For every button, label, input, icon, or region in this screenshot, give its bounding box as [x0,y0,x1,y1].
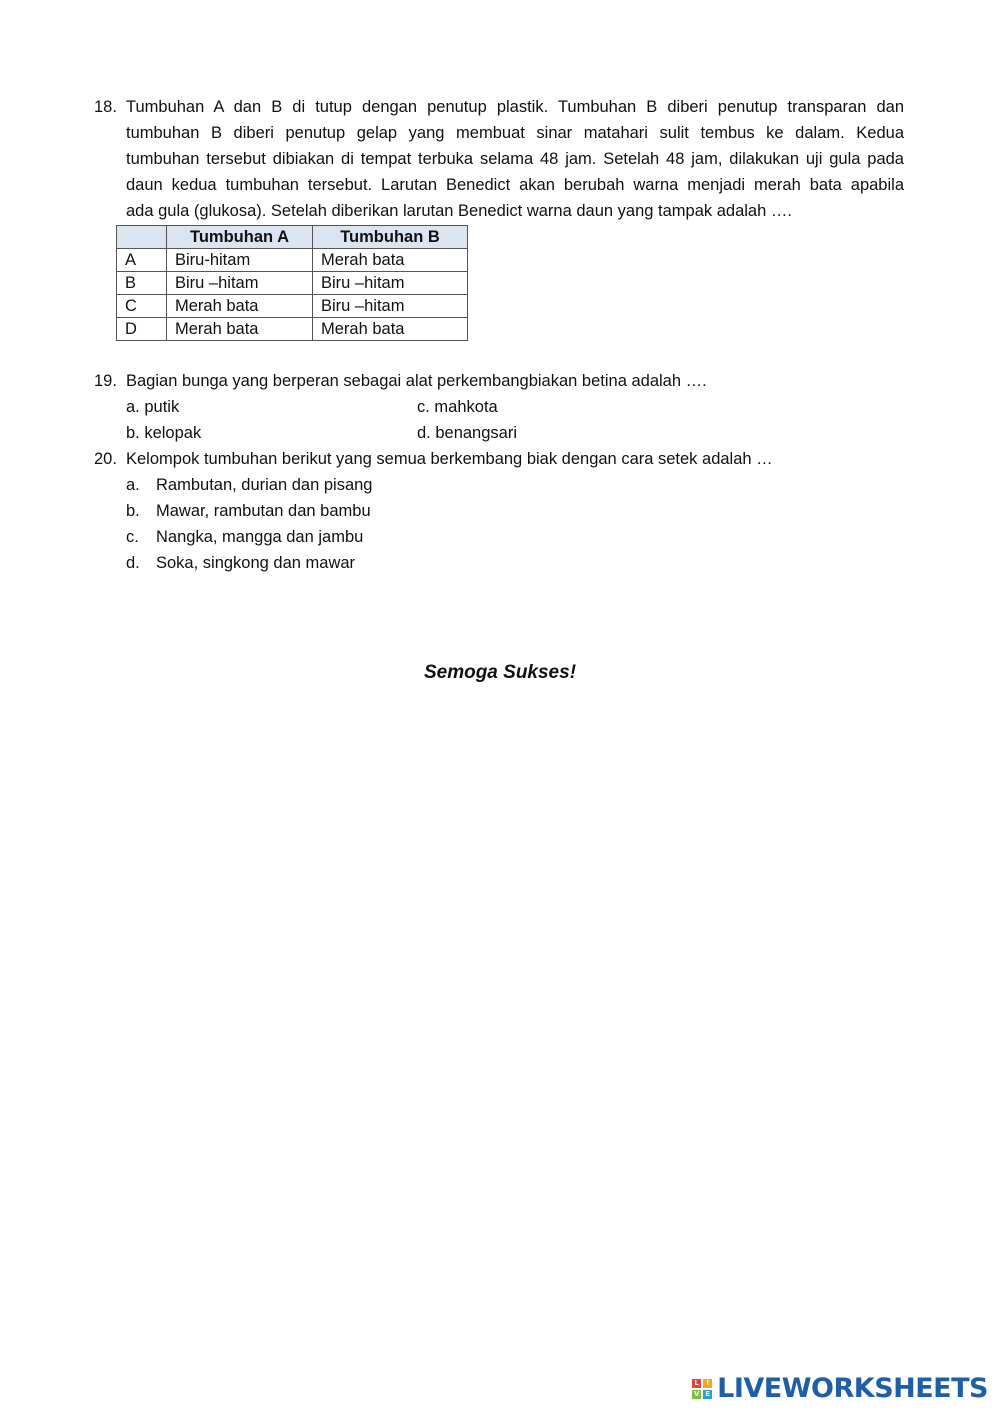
table-row [117,295,468,318]
table-cell: Merah bata [313,249,468,272]
question-number: 20. [94,450,117,468]
brand-name: LIVEWORKSHEETS [717,1373,988,1404]
question-20 [94,446,904,576]
table-cell: Merah bata [167,318,313,341]
table-cell: Biru –hitam [313,295,468,318]
question-line: daun kedua tumbuhan tersebut. Larutan Benedict akan berubah warna menjadi merah bata apabila [126,176,904,194]
option-text: Soka, singkong dan mawar [156,554,356,572]
table-cell: A [117,249,167,272]
table-cell: Biru –hitam [313,272,468,295]
table-cell: Biru –hitam [167,272,313,295]
option-b[interactable] [126,498,904,524]
option-a[interactable] [126,472,904,498]
option-text: Mawar, rambutan dan bambu [156,502,371,520]
logo-letter: V [693,1389,700,1398]
table-cell: Biru-hitam [167,249,313,272]
closing-message: Semoga Sukses! [423,662,577,683]
logo-letter: L [692,1379,701,1388]
table-cell: D [117,318,167,341]
question-line: tumbuhan B diberi penutup gelap yang membuat sinar matahari sulit tembus ke dalam. Kedua [126,124,904,142]
option-letter: a. [126,476,140,494]
logo-letter: E [703,1390,712,1399]
question-line: Tumbuhan A dan B di tutup dengan penutup plastik. Tumbuhan B diberi penutup transparan dan [126,98,904,116]
logo-letter: I [703,1379,712,1388]
table-header-cell: Tumbuhan B [313,226,468,249]
option-d[interactable]: d. benangsari [417,424,517,442]
answer-table [116,225,468,341]
option-letter: b. [126,502,140,520]
table-header-cell: Tumbuhan A [167,226,313,249]
question-18 [94,94,904,224]
option-text: Rambutan, durian dan pisang [156,476,373,494]
table-cell: Merah bata [313,318,468,341]
question-text: Kelompok tumbuhan berikut yang semua berkembang biak dengan cara setek adalah … [126,450,773,468]
question-19 [94,368,904,446]
table-row [117,318,468,341]
option-letter: c. [126,528,139,546]
options-grid [126,394,904,446]
option-letter: d. [126,554,140,572]
option-a[interactable]: a. putik [126,398,180,416]
question-number: 18. [94,98,117,116]
table-cell: Merah bata [167,295,313,318]
question-text: Bagian bunga yang berperan sebagai alat perkembangbiakan betina adalah …. [126,372,707,390]
question-line: ada gula (glukosa). Setelah diberikan larutan Benedict warna daun yang tampak adalah …. [126,202,792,220]
table-header-cell [117,226,167,249]
question-number: 19. [94,372,117,390]
question-line: tumbuhan tersebut dibiakan di tempat terbuka selama 48 jam. Setelah 48 jam, dilakukan uji gula pada [126,150,904,168]
option-b[interactable]: b. kelopak [126,424,202,442]
options-list [126,472,904,576]
option-c[interactable] [126,524,904,550]
table-row [117,249,468,272]
question-text [126,94,904,224]
logo-icon [692,1379,712,1399]
option-d[interactable] [126,550,904,576]
option-text: Nangka, mangga dan jambu [156,528,364,546]
table-row [117,272,468,295]
table-cell: B [117,272,167,295]
option-c[interactable]: c. mahkota [417,398,498,416]
table-cell: C [117,295,167,318]
table-header-row [117,226,468,249]
liveworksheets-logo [692,1373,988,1404]
